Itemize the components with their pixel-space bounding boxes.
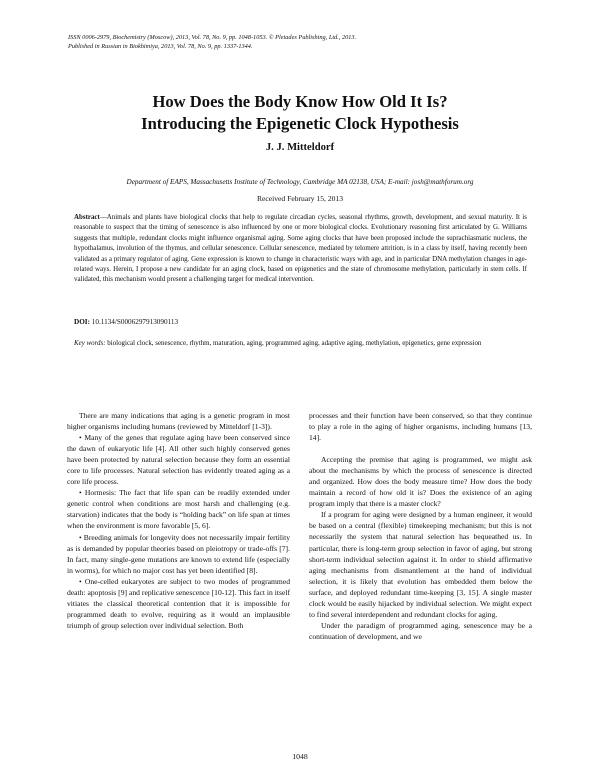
author-affiliation: Department of EAPS, Massachusetts Institute of Technology, Cambridge MA 02138, USA; E-mail: josh@mathforum.org: [126, 178, 474, 186]
doi: [74, 318, 527, 326]
article-title: [60, 91, 540, 135]
bullet-paragraph: • Many of the genes that regulate aging have been conserved since the dawn of eukaryotic life [4]. All other such highly conserved genes have been protected by natural selection because they form an essential core to life processes. Natural selection has evidently treated aging as a core life process.: [67, 433, 290, 487]
keywords-text: biological clock, senescence, rhythm, maturation, aging, programmed aging, adaptive aging, methylation, epigenetics, gene expression: [105, 339, 482, 347]
bullet-paragraph: • One-celled eukaryotes are subject to two modes of programmed death: apoptosis [9] and replicative senescence [10-12]. This fact in itself vitiates the classical theoretical contention that it is impossible for programmed death to evolve, requiring as it would an implausible triumph of group selection over individual selection. Both: [67, 576, 290, 630]
paragraph-continued: processes and their function have been conserved, so that they continue to play a role in the aging of higher organisms, including humans [13, 14].: [309, 411, 532, 443]
paragraph: If a program for aging were designed by a human engineer, it would be based on a central (flexible) timekeeping mechanism; but this is not necessarily the system that natural selection has bequeathed us. In particular, there is long-term group selection in favor of aging, but strong short-term individual selection against it. In order to shield affirmative aging mechanisms from dismantlement at the hand of individual selection, it is likely that evolution has embedded them below the surface, and deployed redundant time-keeping [3, 15]. A single master clock would be easily hijacked by individual selection. We might expect to find several interdependent and redundant clocks for aging.: [309, 510, 532, 619]
citation-header: [68, 33, 538, 51]
author-name: J. J. Mitteldorf: [265, 142, 335, 153]
page-number: 1048: [292, 752, 308, 761]
paragraph: There are many indications that aging is a genetic program in most higher organisms including humans (reviewed by Mitteldorf [1-3]).: [67, 411, 290, 432]
paragraph: Accepting the premise that aging is programmed, we might ask about the mechanisms by which the process of senescence is directed and organized. How does the body measure time? How does the body maintain a record of how old it is? Does the existence of an aging program imply that there is a master clock?: [309, 455, 532, 509]
received-date: Received February 15, 2013: [256, 194, 344, 203]
paragraph: Under the paradigm of programmed aging, senescence may be a continuation of development, and we: [309, 620, 532, 641]
body-column-right: [309, 410, 532, 642]
title-line-1: How Does the Body Know How Old It Is?: [152, 92, 448, 111]
abstract-label: Abstract: [74, 213, 100, 221]
title-line-2: Introducing the Epigenetic Clock Hypothesis: [141, 114, 459, 133]
keywords-label: Key words:: [74, 339, 106, 347]
doi-label: DOI:: [74, 318, 90, 326]
keywords: [74, 338, 527, 348]
doi-value: 10.1134/S0006297913090113: [89, 318, 179, 326]
issn-line: ISSN 0006-2979, Biochemistry (Moscow), 2013, Vol. 78, No. 9, pp. 1048-1053. © Pleiades Publishing, Ltd., 2013.: [68, 34, 357, 41]
bullet-paragraph: • Breeding animals for longevity does not necessarily impair fertility as is demanded by popular theories based on pleiotropy or trade-offs [7]. In fact, many single-gene mutations are known to extend life (especially in worms), for which no major cost has yet been identified [8].: [67, 532, 290, 575]
russian-publication-line: Published in Russian in Biokhimiya, 2013, Vol. 78, No. 9, pp. 1337-1344.: [68, 43, 253, 50]
abstract-text: —Animals and plants have biological clocks that help to regulate circadian cycles, seasonal rhythms, growth, development, and sexual maturity. It is reasonable to suspect that the timing of senescence is also influenced by one or more biological clocks. Evolutionary reasoning first articulated by G. Williams suggests that multiple, redundant clocks might influence organismal aging. Some aging clocks that have been proposed include the suprachiasmatic nucleus, the hypothalamus, involution of the thymus, and cellular senescence. Cellular senescence, mediated by telomere attrition, is in a class by itself, having recently been validated as a primary regulator of aging. Gene expression is known to change in characteristic ways with age, and in particular DNA methylation changes in age-related ways. Herein, I propose a new candidate for an aging clock, based on epigenetics and the state of chromosome methylation, particularly in stem cells. If validated, this mechanism would present a challenging target for medical intervention.: [74, 213, 527, 284]
body-column-left: [67, 410, 290, 631]
bullet-paragraph: • Hormesis: The fact that life span can be readily extended under genetic control when conditions are most harsh and challenging (e.g. starvation) indicates that the body is “holding back” on life span at times when the environment is more favorable [5, 6].: [67, 488, 290, 531]
abstract: [74, 212, 527, 285]
